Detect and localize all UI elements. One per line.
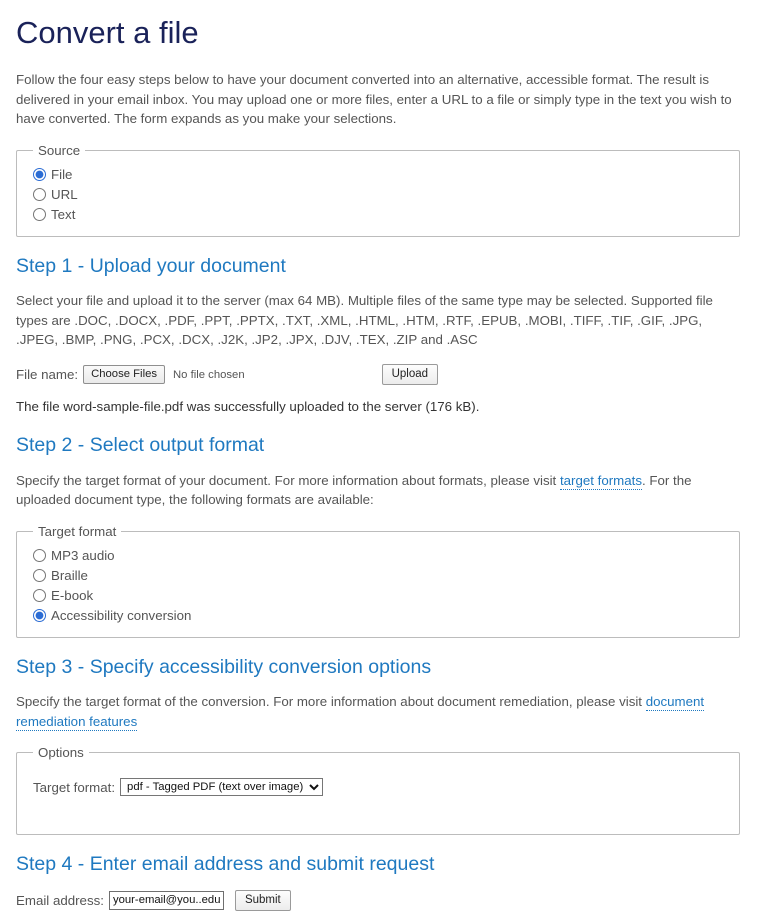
step2-heading: Step 2 - Select output format [16, 434, 265, 457]
step2-description-after: . For the uploaded document type, the following formats are available: [16, 472, 692, 508]
step2-description-before: Specify the target format of your document. For more information about formats, please visit [16, 472, 560, 488]
target-format-select-row [33, 778, 729, 796]
intro-paragraph: Follow the four easy steps below to have your document converted into an alternative, accessible format. The result is delivered in your email inbox. You may upload one or more files, enter a URL to a file or simply type in the text you wish to have converted. The form expands as you make your selections. [16, 72, 732, 127]
target-format-fieldset [16, 524, 740, 638]
upload-button[interactable]: Upload [382, 364, 438, 385]
source-radio-text[interactable] [33, 208, 46, 221]
step4-heading: Step 4 - Enter email address and submit request [16, 853, 435, 876]
target-option-accessibility[interactable] [33, 607, 729, 625]
choose-files-button[interactable]: Choose Files [83, 365, 165, 384]
step3-description [16, 692, 732, 731]
document-remediation-features-link[interactable]: document remediation features [16, 694, 705, 729]
target-radio-mp3[interactable] [33, 549, 46, 562]
step2-description [16, 471, 732, 510]
target-radio-accessibility[interactable] [33, 609, 46, 622]
target-option-braille[interactable] [33, 567, 729, 585]
source-option-url[interactable] [33, 186, 729, 204]
target-formats-link[interactable]: target formats [559, 472, 642, 488]
options-fieldset [16, 745, 740, 835]
target-format-select-label: Target format: [33, 779, 116, 795]
options-inner [27, 778, 729, 824]
target-label-ebook[interactable]: E-book [51, 587, 94, 603]
target-radio-ebook[interactable] [33, 589, 46, 602]
email-address-label: Email address: [16, 892, 104, 908]
target-option-mp3[interactable] [33, 547, 729, 565]
source-label-url[interactable]: URL [51, 186, 78, 202]
source-option-file[interactable] [33, 166, 729, 184]
source-radio-file[interactable] [33, 168, 46, 181]
file-input[interactable] [83, 365, 245, 384]
step3-description-before: Specify the target format of the conversion. For more information about document remediation, please visit [16, 694, 646, 710]
step1-description: Select your file and upload it to the server (max 64 MB). Multiple files of the same type may be selected. Supported file types are .DOC, .DOCX, .PDF, .PPT, .PPTX, .TXT, .XML, .HTML, .HTM, .RTF, .EPUB, .MOBI, .TIFF, .TIF, .GIF, .JPG, .JPEG, .BMP, .PNG, .PCX, .DCX, .J2K, .JP2, .JPX, .DJV, .TEX, .ZIP and .ASC [16, 293, 713, 348]
page-title: Convert a file [16, 15, 199, 50]
step3-heading: Step 3 - Specify accessibility conversion options [16, 655, 432, 678]
target-option-ebook[interactable] [33, 587, 729, 605]
file-upload-row [16, 364, 746, 385]
upload-status-message: The file word-sample-file.pdf was successfully uploaded to the server (176 kB). [16, 399, 480, 415]
target-format-select[interactable] [120, 778, 323, 796]
source-radio-url[interactable] [33, 188, 46, 201]
file-name-label: File name: [16, 367, 79, 383]
target-format-legend: Target format [38, 523, 117, 539]
options-legend: Options [38, 745, 84, 761]
source-fieldset [16, 143, 740, 237]
source-label-file[interactable]: File [51, 166, 73, 182]
target-label-braille[interactable]: Braille [51, 567, 88, 583]
email-row [16, 890, 746, 911]
source-legend: Source [38, 142, 81, 158]
upload-button-wrap [382, 364, 438, 385]
target-label-accessibility[interactable]: Accessibility conversion [51, 607, 192, 623]
source-label-text[interactable]: Text [51, 206, 76, 222]
target-radio-braille[interactable] [33, 569, 46, 582]
source-option-text[interactable] [33, 206, 729, 224]
target-label-mp3[interactable]: MP3 audio [51, 547, 115, 563]
step1-heading: Step 1 - Upload your document [16, 254, 286, 277]
no-file-chosen-text: No file chosen [173, 368, 245, 381]
email-input[interactable] [109, 891, 224, 910]
submit-button[interactable]: Submit [235, 890, 291, 911]
